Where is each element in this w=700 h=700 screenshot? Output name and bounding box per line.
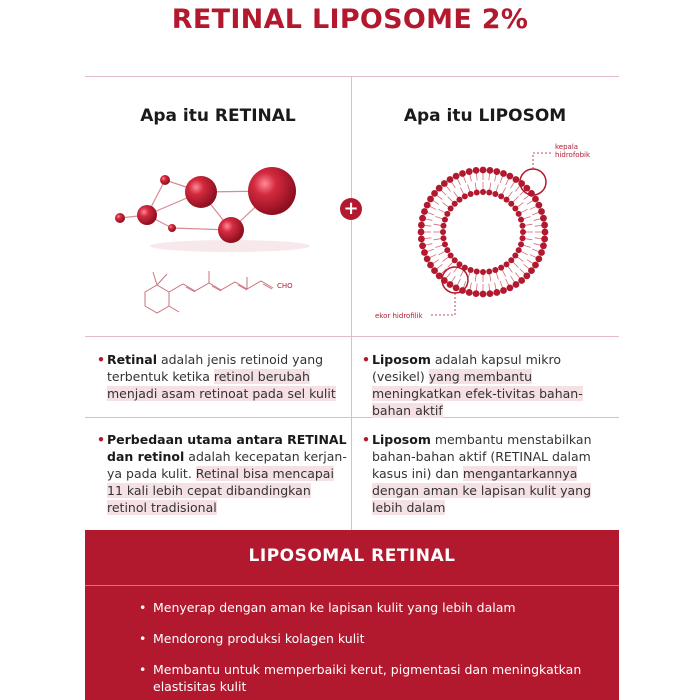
lipid-head-inner — [444, 247, 450, 253]
lipid-head-inner — [440, 223, 446, 229]
lipid-head-inner — [504, 197, 510, 203]
lipid-head-inner — [448, 253, 454, 259]
liposom-point-2 — [362, 431, 612, 516]
lipid-head-inner — [520, 223, 526, 229]
head-pointer-line — [533, 153, 552, 169]
lipid-head-inner — [504, 261, 510, 267]
lipid-head-outer — [466, 289, 473, 296]
lipid-head-outer — [487, 167, 494, 174]
bullet-icon: • — [97, 352, 105, 367]
center-divider — [351, 77, 352, 530]
lipid-head-outer — [419, 242, 426, 249]
lipid-head-inner — [512, 205, 518, 211]
lipid-head-outer — [480, 291, 487, 298]
row-divider-1 — [85, 336, 619, 337]
lipid-head-inner — [440, 229, 446, 235]
lipid-head-inner — [480, 269, 486, 275]
lipid-head-outer — [421, 249, 428, 256]
lipid-head-inner — [480, 189, 486, 195]
lipid-head-inner — [474, 189, 480, 195]
head-label-line1: kepala — [555, 143, 579, 151]
lipid-head-inner — [508, 257, 514, 263]
lipid-head-outer — [518, 180, 525, 187]
lipid-head-outer — [480, 167, 487, 174]
lipid-head-outer — [540, 215, 547, 222]
point-bold: Perbedaan utama antara RETINAL dan retinol — [107, 432, 347, 464]
lipid-head-outer — [419, 215, 426, 222]
liposom-heading: Apa itu LIPOSOM — [403, 106, 567, 126]
benefit-item — [139, 661, 593, 695]
lipid-head-outer — [538, 208, 545, 215]
lipid-head-outer — [436, 185, 443, 192]
lipid-head-outer — [535, 256, 542, 263]
point-text: adalah jenis retinoid yang terbentuk ketika — [107, 352, 324, 384]
lipid-head-outer — [542, 229, 549, 236]
lipid-head-outer — [473, 167, 480, 174]
lipid-head-inner — [498, 193, 504, 199]
point-highlight: yang membantu meningkatkan efek-tivitas bahan-bahan aktif — [372, 369, 583, 418]
lipid-head-outer — [523, 185, 530, 192]
top-divider — [85, 76, 619, 77]
atom-medium — [218, 217, 244, 243]
lipid-head-outer — [538, 249, 545, 256]
atom-medium-left — [137, 205, 157, 225]
bullet-icon: • — [362, 352, 370, 367]
point-highlight: Retinal bisa mencapai 11 kali lebih cepat dibandingkan retinol tradisional — [107, 466, 334, 515]
lipid-head-outer — [431, 267, 438, 274]
lipid-head-inner — [512, 253, 518, 259]
tail-pointer-line — [430, 293, 455, 315]
lipid-head-inner — [486, 269, 492, 275]
atom-biggest — [248, 167, 296, 215]
point-highlight: retinol berubah menjadi asam retinoat pada sel kulit — [107, 369, 336, 401]
head-label-line2: hidrofobik — [555, 151, 591, 159]
lipid-head-inner — [452, 201, 458, 207]
lipid-head-outer — [473, 290, 480, 297]
point-highlight: mengantarkannya dengan aman ke lapisan kulit yang lebih dalam — [372, 466, 592, 515]
lipid-head-inner — [474, 269, 480, 275]
retinal-skeletal-formula — [145, 271, 273, 313]
lipid-head-outer — [453, 173, 460, 180]
benefit-item — [139, 630, 593, 647]
lipid-head-inner — [516, 211, 522, 217]
lipid-head-inner — [468, 267, 474, 273]
lipid-head-outer — [441, 180, 448, 187]
page-title: RETINAL LIPOSOME 2% — [171, 4, 529, 35]
lipid-head-outer — [453, 284, 460, 291]
atom-small — [160, 175, 170, 185]
lipid-head-outer — [500, 287, 507, 294]
lipid-head-outer — [427, 262, 434, 269]
point-bold: Liposom — [372, 352, 431, 367]
atom-tiny — [115, 213, 125, 223]
lipid-head-outer — [466, 168, 473, 175]
panel-title: LIPOSOMAL RETINAL — [248, 546, 456, 566]
lipid-head-outer — [418, 229, 425, 236]
lipid-head-outer — [523, 272, 530, 279]
atom-dot — [168, 224, 176, 232]
lipid-head-outer — [424, 256, 431, 263]
bullet-icon: • — [139, 631, 147, 646]
atom-large — [185, 176, 217, 208]
lipid-head-inner — [444, 211, 450, 217]
lipid-head-outer — [424, 202, 431, 209]
lipid-head-inner — [442, 217, 448, 223]
lipid-head-inner — [440, 235, 446, 241]
lipid-head-inner — [492, 191, 498, 197]
panel-divider — [85, 585, 619, 586]
point-text: adalah kecepatan kerjan-ya pada kulit. — [107, 449, 347, 481]
lipid-head-outer — [431, 190, 438, 197]
lipid-head-outer — [528, 190, 535, 197]
lipid-head-inner — [486, 189, 492, 195]
lipid-head-outer — [532, 262, 539, 269]
liposome-illustration — [370, 135, 610, 335]
lipid-head-outer — [513, 281, 520, 288]
lipid-head-outer — [500, 170, 507, 177]
lipid-head-outer — [447, 281, 454, 288]
lipid-head-inner — [456, 197, 462, 203]
point-bold: Liposom — [372, 432, 431, 447]
lipid-head-inner — [518, 241, 524, 247]
cho-label: CHO — [277, 282, 293, 290]
benefit-item — [139, 599, 593, 616]
lipid-head-inner — [520, 235, 526, 241]
lipid-head-outer — [447, 176, 454, 183]
retinal-point-2 — [97, 431, 347, 516]
lipid-head-outer — [528, 267, 535, 274]
lipid-head-outer — [535, 202, 542, 209]
lipid-head-outer — [493, 168, 500, 175]
lipid-head-outer — [532, 196, 539, 203]
lipid-head-inner — [520, 229, 526, 235]
liposomal-retinal-panel — [85, 530, 619, 700]
lipid-head-inner — [508, 201, 514, 207]
lipid-head-inner — [498, 265, 504, 271]
bullet-icon: • — [362, 432, 370, 447]
benefit-text: Membantu untuk memperbaiki kerut, pigmentasi dan meningkatkan elastisitas kulit — [153, 662, 582, 694]
tail-label: ekor hidrofilik — [375, 312, 423, 320]
lipid-head-outer — [427, 196, 434, 203]
lipid-head-outer — [459, 170, 466, 177]
lipid-head-outer — [421, 208, 428, 215]
plus-icon: + — [340, 198, 362, 220]
lipid-head-outer — [513, 176, 520, 183]
lipid-head-inner — [452, 257, 458, 263]
point-text: membantu menstabilkan bahan-bahan aktif (RETINAL dalam kasus ini) dan — [372, 432, 592, 481]
lipid-head-outer — [541, 236, 548, 243]
retinal-molecule-illustration — [105, 150, 335, 330]
lipid-head-inner — [518, 217, 524, 223]
lipid-head-inner — [442, 241, 448, 247]
lipid-head-inner — [516, 247, 522, 253]
lipid-head-outer — [418, 222, 425, 229]
lipid-head-outer — [541, 222, 548, 229]
lipid-head-inner — [468, 191, 474, 197]
benefit-text: Menyerap dengan aman ke lapisan kulit yang lebih dalam — [153, 600, 516, 615]
lipid-head-inner — [448, 205, 454, 211]
retinal-heading: Apa itu RETINAL — [140, 106, 296, 126]
bullet-icon: • — [97, 432, 105, 447]
lipid-head-outer — [540, 242, 547, 249]
benefit-text: Mendorong produksi kolagen kulit — [153, 631, 365, 646]
lipid-head-inner — [462, 193, 468, 199]
lipid-head-outer — [507, 284, 514, 291]
lipid-head-inner — [492, 267, 498, 273]
retinal-point-1 — [97, 351, 343, 402]
liposom-point-1 — [362, 351, 612, 419]
lipid-head-outer — [518, 277, 525, 284]
point-text: adalah kapsul mikro (vesikel) — [372, 352, 561, 384]
lipid-head-outer — [493, 289, 500, 296]
lipid-head-outer — [487, 290, 494, 297]
bullet-icon: • — [139, 600, 147, 615]
point-bold: Retinal — [107, 352, 157, 367]
lipid-head-outer — [507, 173, 514, 180]
bullet-icon: • — [139, 662, 147, 677]
lipid-head-outer — [418, 236, 425, 243]
